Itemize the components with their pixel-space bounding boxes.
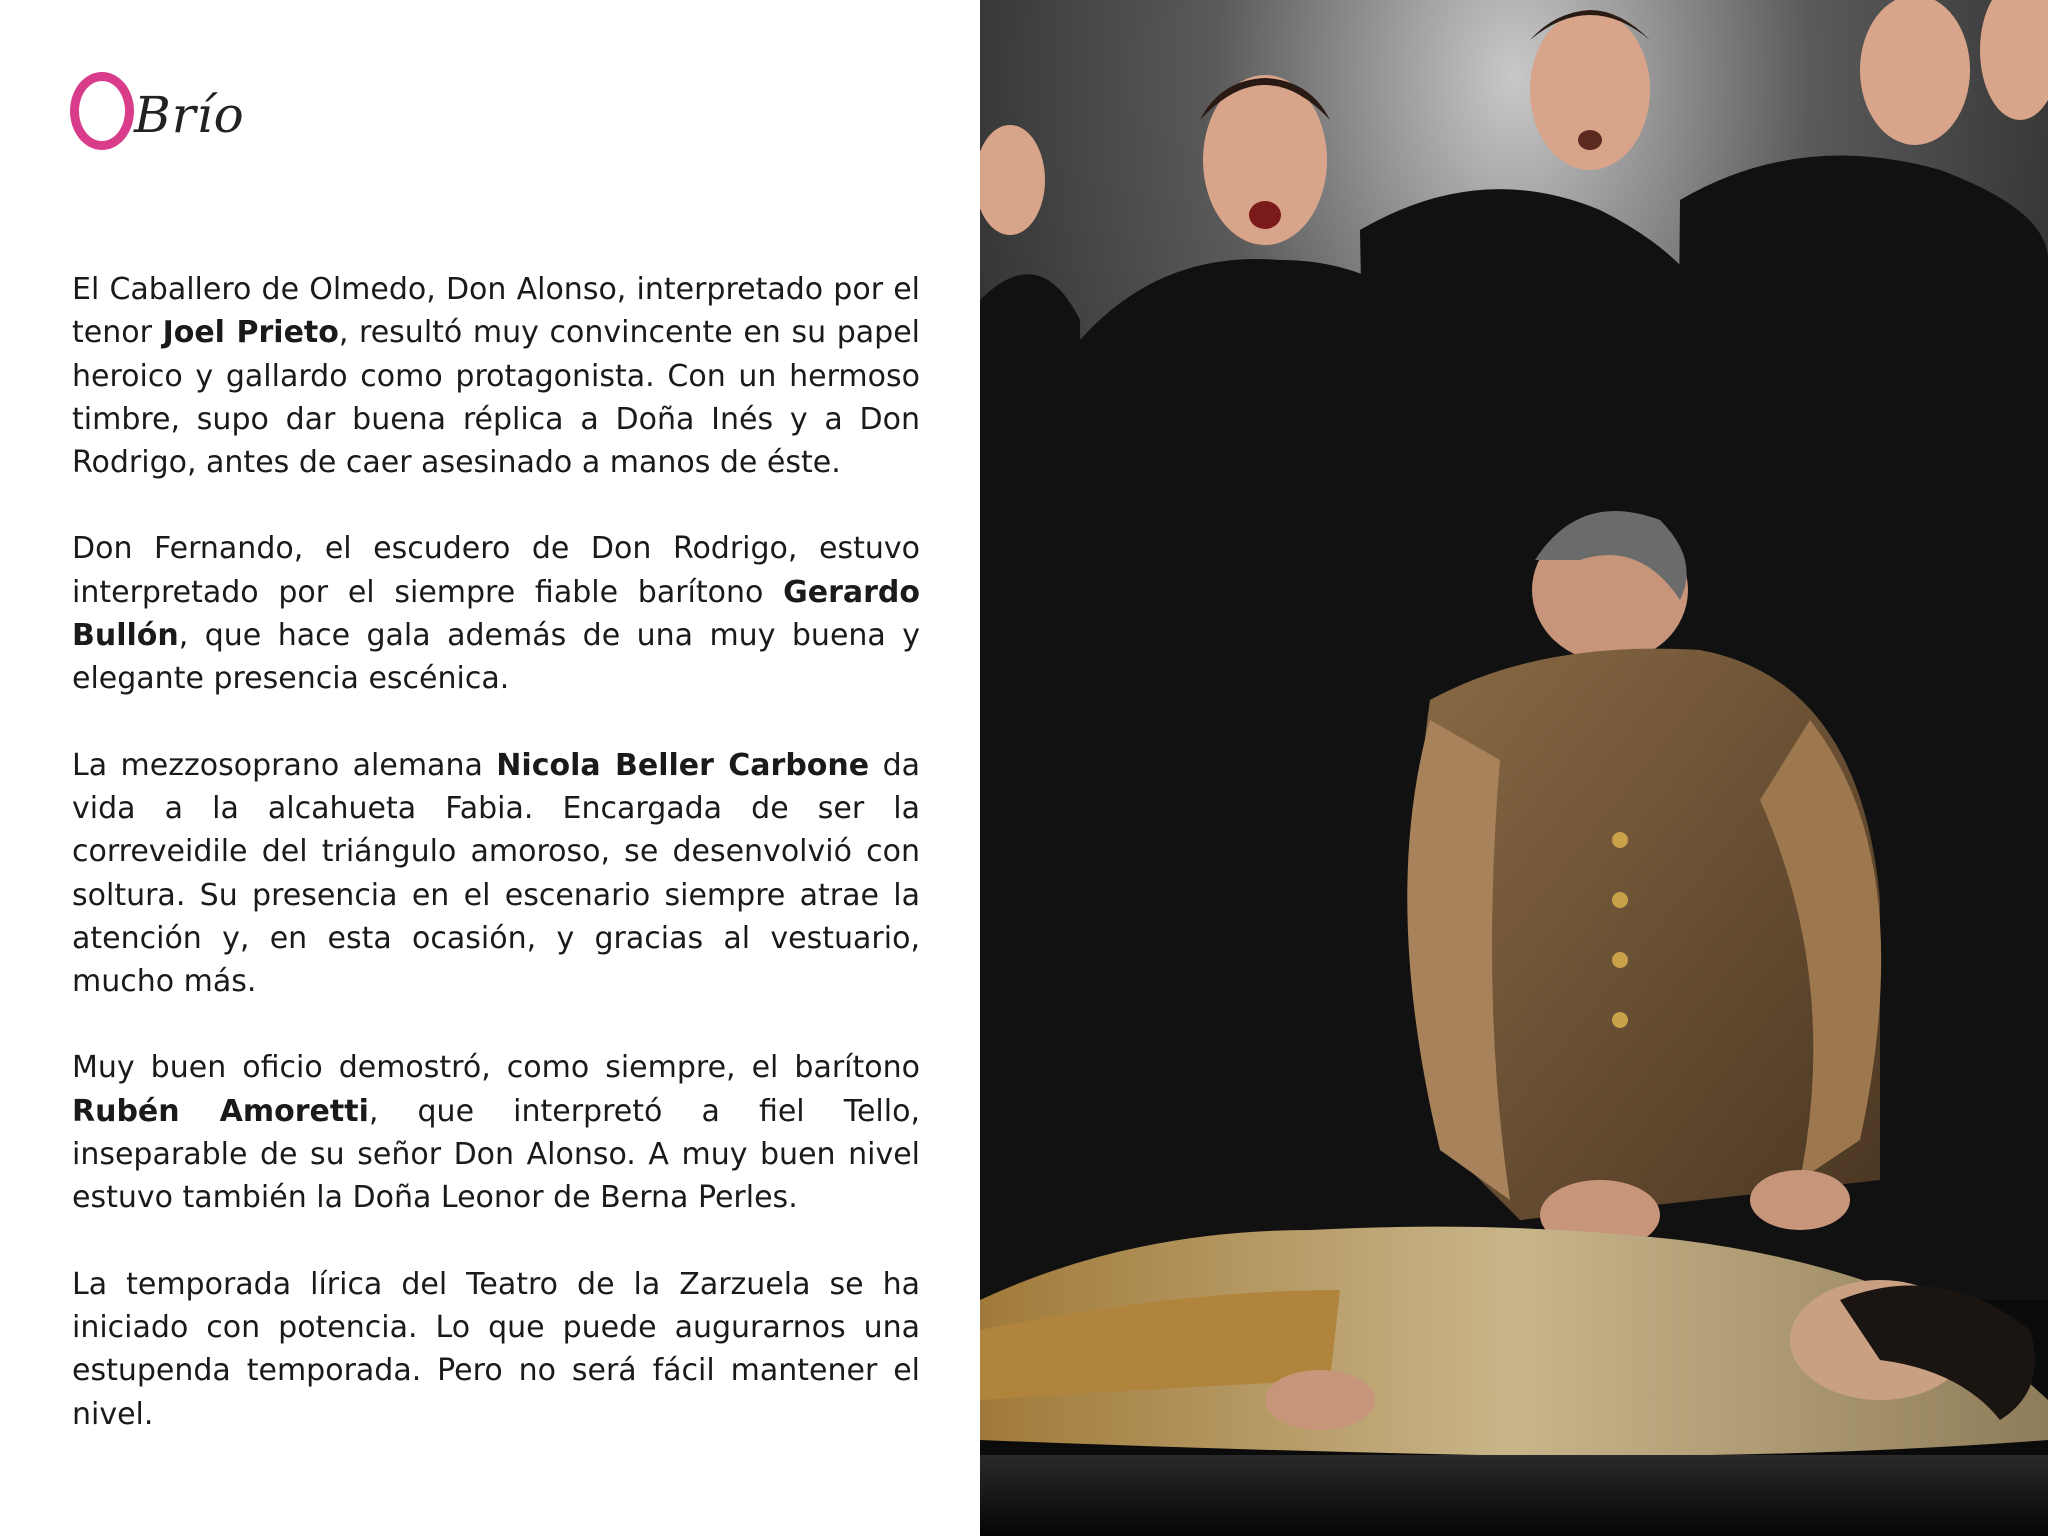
paragraph-1: El Caballero de Olmedo, Don Alonso, interpretado por el tenor Joel Prieto, resultó muy convincente en su papel heroico y gallardo como protagonista. Con un hermoso timbre, supo dar buena réplica a Doña Inés y a Don Rodrigo, antes de caer asesinado a manos de éste. xyxy=(72,272,920,481)
performer-name: Rubén Amoretti xyxy=(72,1093,369,1129)
paragraph-5: La temporada lírica del Teatro de la Zarzuela se ha iniciado con potencia. Lo que puede augurarnos una estupenda temporada. Pero no será fácil mantener el nivel. xyxy=(72,1266,920,1432)
logo-o-mark xyxy=(70,72,134,150)
logo-wordmark: Brío xyxy=(134,86,245,144)
paragraph-2: Don Fernando, el escudero de Don Rodrigo, estuvo interpretado por el siempre fiable barítono Gerardo Bullón, que hace gala además de una muy buena y elegante presencia escénica. xyxy=(72,531,920,697)
performer-name: Nicola Beller Carbone xyxy=(496,747,870,783)
stage-photograph xyxy=(980,0,2048,1536)
article-body xyxy=(72,268,920,1479)
performer-name: Joel Prieto xyxy=(162,315,339,351)
brio-logo xyxy=(68,68,268,158)
paragraph-3: La mezzosoprano alemana Nicola Beller Carbone da vida a la alcahueta Fabia. Encargada de ser la correveidile del triángulo amoroso, se desenvolvió con soltura. Su presencia en el escenario siempre atrae la atención y, en esta ocasión, y gracias al vestuario, mucho más. xyxy=(72,747,920,1000)
performer-name: Gerardo Bullón xyxy=(72,574,920,654)
text-column xyxy=(0,0,980,1536)
stage-photo-illustration xyxy=(980,0,2048,1536)
paragraph-4: Muy buen oficio demostró, como siempre, el barítono Rubén Amoretti, que interpretó a fiel Tello, inseparable de su señor Don Alonso. A muy buen nivel estuvo también la Doña Leonor de Berna Perles. xyxy=(72,1050,920,1216)
